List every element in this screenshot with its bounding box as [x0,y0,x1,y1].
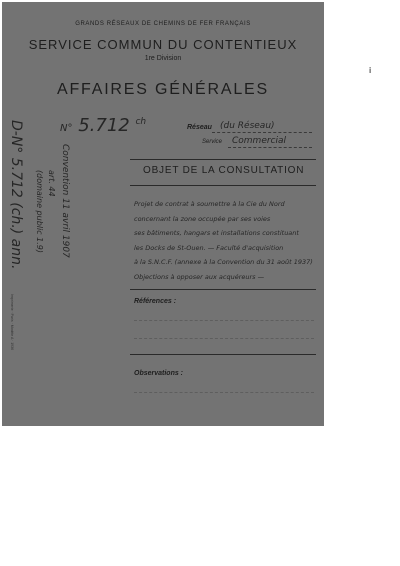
object-line: à la S.N.C.F. (annexe à la Convention du 31 août 1937) [134,258,313,266]
service-title: SERVICE COMMUN DU CONTENTIEUX [28,37,298,52]
convention-note-line1: Convention 11 avril 1907 [60,144,70,258]
printer-imprint: Imprimerie · Paris · Modèle A · 1936 [10,294,14,351]
stray-mark: i [369,66,372,75]
object-line: ses bâtiments, hangars et installations constituant [134,229,299,237]
section-title: AFFAIRES GÉNÉRALES [56,81,269,98]
references-label: Références : [134,298,177,305]
object-line: Projet de contrat à soumettre à la Cie du Nord [134,200,285,208]
service-label: Service [202,139,223,145]
service-value: Commercial [232,136,287,146]
file-number-suffix: ch [135,117,147,127]
object-text [134,197,313,284]
file-number [60,115,146,136]
vertical-file-number: D-N° 5.712 (ch.) ann. [8,120,24,270]
org-name: GRANDS RÉSEAUX DE CHEMINS DE FER FRANÇAIS [75,21,251,27]
object-line: les Docks de St-Ouen. — Faculté d'acquisition [134,243,284,252]
object-line: concernant la zone occupée par ses voies [134,214,271,223]
division-label: 1re Division [144,55,182,62]
folder-cover [2,2,324,426]
observations-label: Observations : [134,370,184,377]
convention-note-line2: art. 44 [47,170,56,197]
object-heading: OBJET DE LA CONSULTATION [143,165,305,176]
file-number-value: 5.712 [78,115,130,136]
convention-note-line3: (domaine public 1.9) [35,170,44,254]
reseau-value: (du Réseau) [220,121,275,131]
file-number-prefix: N° [60,123,73,134]
object-line: Objections à opposer aux acquéreurs — [134,272,265,281]
reseau-label: Réseau [187,124,212,131]
